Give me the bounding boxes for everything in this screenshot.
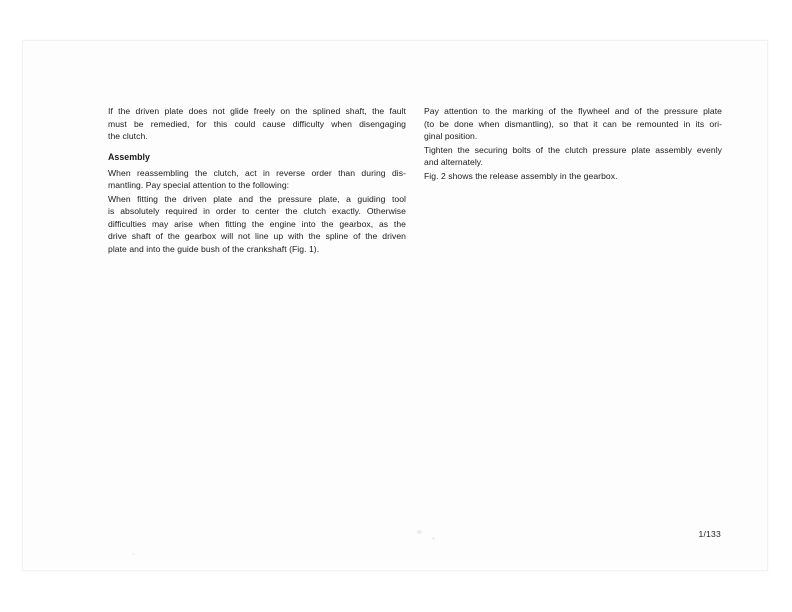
paragraph — [108, 193, 406, 256]
paragraph — [424, 144, 722, 169]
text-line: plate and into the guide bush of the crankshaft (Fig. 1). — [108, 243, 320, 254]
text-line: (to be done when dismantling), so that it can be remounted in its ori- — [424, 118, 722, 129]
page-number: 1/133 — [698, 529, 721, 539]
scan-artifact — [417, 530, 422, 534]
text-line: the clutch. — [108, 131, 148, 141]
text-line: Pay attention to the marking of the flywheel and of the pressure plate — [424, 106, 722, 116]
scan-artifact — [432, 537, 435, 540]
right-text-column — [424, 105, 722, 183]
text-line: drive shaft of the gearbox will not line up with the spline of the driven — [108, 231, 406, 241]
paragraph — [424, 105, 722, 143]
paragraph — [108, 105, 406, 143]
text-line: and alternately. — [424, 157, 483, 167]
scanned-page — [22, 40, 768, 571]
text-line: Tighten the securing bolts of the clutch pressure plate assembly evenly — [424, 144, 722, 155]
text-line: difficulties may arise when fitting the engine into the gearbox, as the — [108, 218, 406, 229]
scan-artifact — [132, 553, 135, 555]
text-line: When fitting the driven plate and the pressure plate, a guiding tool — [108, 193, 406, 204]
text-line: If the driven plate does not glide freely on the splined shaft, the fault — [108, 106, 406, 116]
left-text-column — [108, 105, 406, 256]
text-line: is absolutely required in order to center the clutch exactly. Otherwise — [108, 206, 406, 216]
section-heading: Assembly — [108, 151, 150, 162]
text-line: When reassembling the clutch, act in reverse order than during dis- — [108, 167, 406, 178]
paragraph — [108, 167, 406, 192]
text-line: must be remedied, for this could cause difficulty when disengaging — [108, 118, 406, 129]
paragraph — [424, 170, 722, 183]
text-line: ginal position. — [424, 131, 478, 141]
text-line: mantling. Pay special attention to the following: — [108, 180, 290, 190]
text-line: Fig. 2 shows the release assembly in the gearbox. — [424, 170, 618, 181]
